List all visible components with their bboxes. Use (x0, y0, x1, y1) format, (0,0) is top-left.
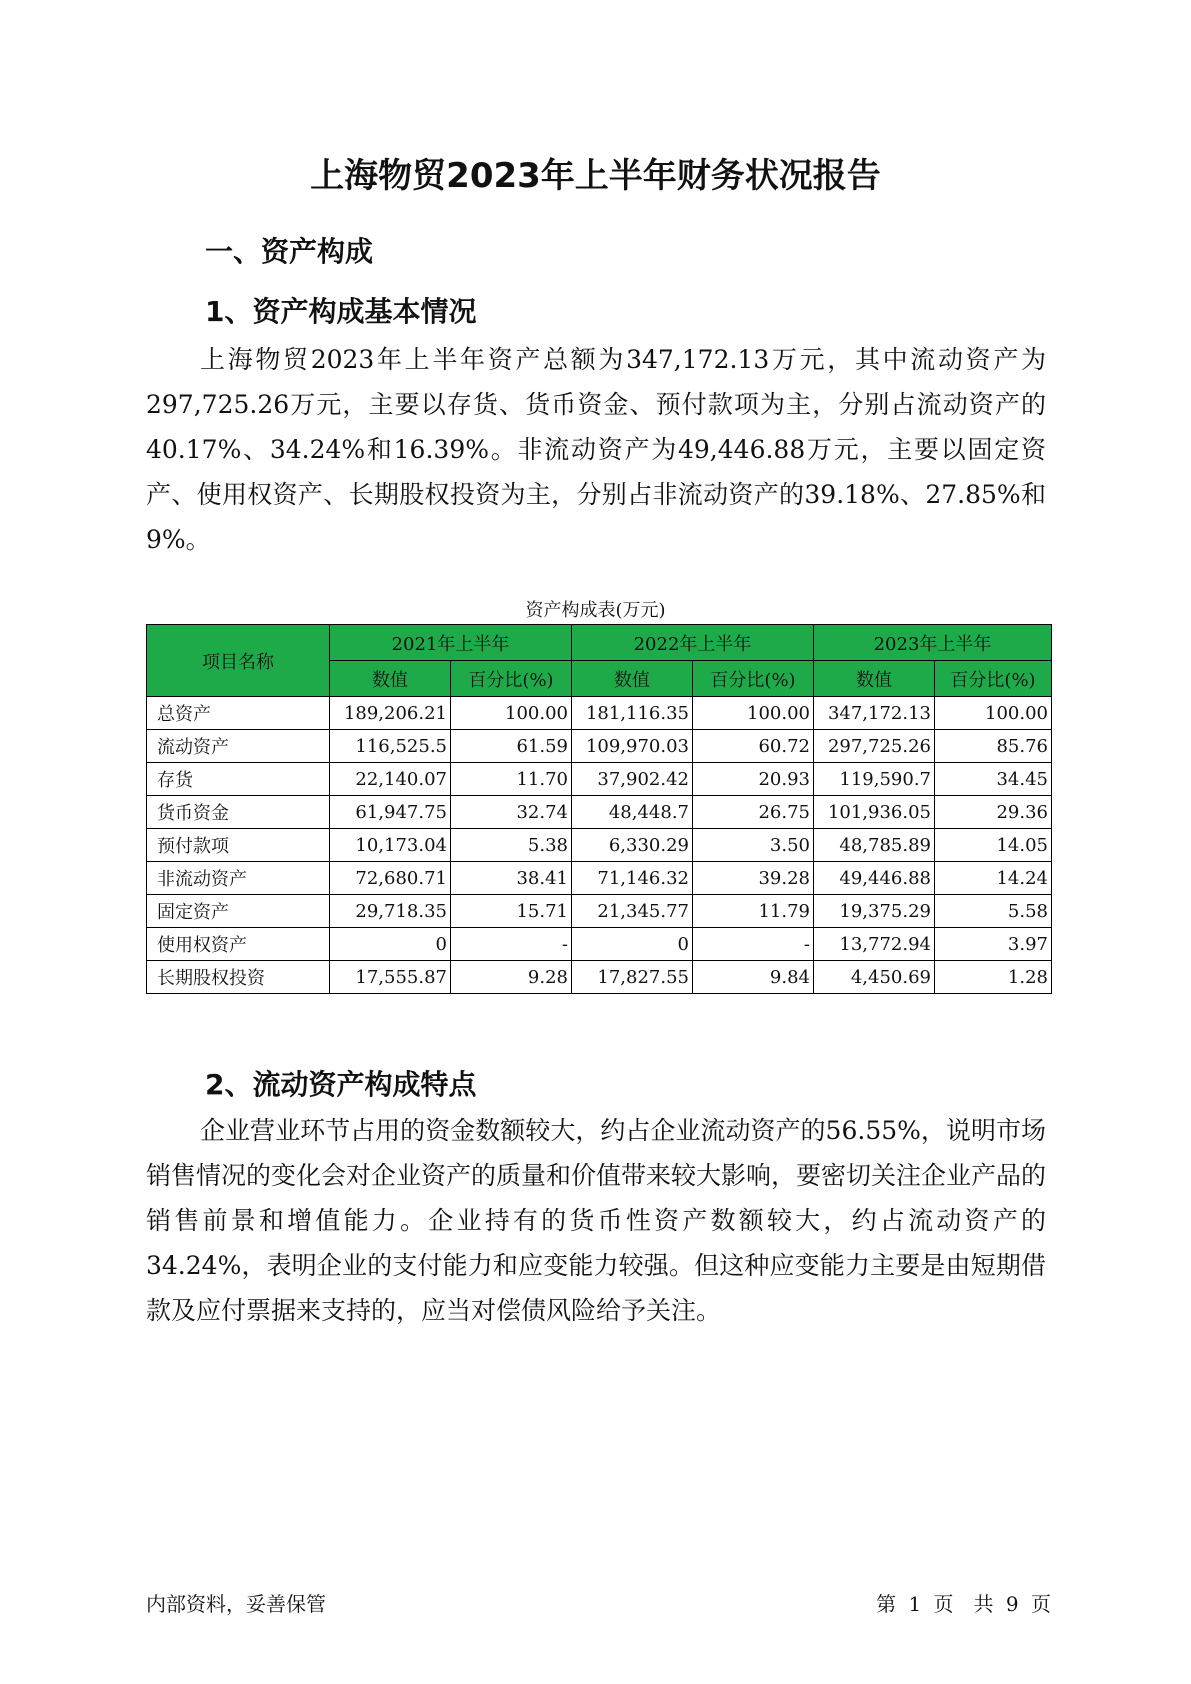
cell-value: 48,785.89 (814, 829, 935, 862)
cell-value: 49,446.88 (814, 862, 935, 895)
cell-value: 181,116.35 (572, 697, 693, 730)
cell-value: 109,970.03 (572, 730, 693, 763)
cell-percent: 61.59 (451, 730, 572, 763)
asset-composition-table (146, 624, 1052, 994)
cell-value: 4,450.69 (814, 961, 935, 994)
subsection-heading-basic: 1、资产构成基本情况 (205, 295, 477, 328)
row-label: 存货 (147, 763, 330, 796)
table-row (147, 829, 1052, 862)
cell-value: 37,902.42 (572, 763, 693, 796)
cell-percent: 34.45 (935, 763, 1052, 796)
row-label: 预付款项 (147, 829, 330, 862)
cell-value: 17,827.55 (572, 961, 693, 994)
cell-value: 29,718.35 (330, 895, 451, 928)
cell-percent: 9.84 (693, 961, 814, 994)
table-body (147, 697, 1052, 994)
cell-percent: 39.28 (693, 862, 814, 895)
row-label: 总资产 (147, 697, 330, 730)
cell-percent: 32.74 (451, 796, 572, 829)
cell-value: 71,146.32 (572, 862, 693, 895)
table-row (147, 895, 1052, 928)
row-label: 长期股权投资 (147, 961, 330, 994)
cell-percent: 14.05 (935, 829, 1052, 862)
row-label: 固定资产 (147, 895, 330, 928)
row-label: 使用权资产 (147, 928, 330, 961)
cell-value: 116,525.5 (330, 730, 451, 763)
cell-value: 10,173.04 (330, 829, 451, 862)
cell-value: 48,448.7 (572, 796, 693, 829)
table-caption: 资产构成表(万元) (525, 600, 666, 621)
table-row (147, 763, 1052, 796)
footer-confidential-note: 内部资料，妥善保管 (146, 1592, 326, 1616)
cell-percent: 9.28 (451, 961, 572, 994)
row-label: 非流动资产 (147, 862, 330, 895)
section-heading-assets: 一、资产构成 (205, 235, 374, 268)
cell-percent: 11.70 (451, 763, 572, 796)
cell-percent: - (693, 928, 814, 961)
cell-percent: 15.71 (451, 895, 572, 928)
cell-value: 6,330.29 (572, 829, 693, 862)
cell-value: 13,772.94 (814, 928, 935, 961)
cell-percent: 5.38 (451, 829, 572, 862)
cell-value: 61,947.75 (330, 796, 451, 829)
cell-percent: 26.75 (693, 796, 814, 829)
cell-value: 19,375.29 (814, 895, 935, 928)
cell-percent: 60.72 (693, 730, 814, 763)
header-percent: 百分比(%) (451, 661, 572, 697)
table-row (147, 730, 1052, 763)
cell-value: 0 (330, 928, 451, 961)
cell-percent: 14.24 (935, 862, 1052, 895)
cell-value: 297,725.26 (814, 730, 935, 763)
cell-value: 189,206.21 (330, 697, 451, 730)
cell-percent: 3.97 (935, 928, 1052, 961)
cell-value: 101,936.05 (814, 796, 935, 829)
row-label: 流动资产 (147, 730, 330, 763)
cell-percent: 85.76 (935, 730, 1052, 763)
header-value: 数值 (330, 661, 451, 697)
cell-percent: 38.41 (451, 862, 572, 895)
table-row (147, 862, 1052, 895)
subsection-heading-current-assets: 2、流动资产构成特点 (205, 1068, 477, 1101)
header-percent: 百分比(%) (935, 661, 1052, 697)
cell-value: 119,590.7 (814, 763, 935, 796)
cell-value: 0 (572, 928, 693, 961)
table-row (147, 928, 1052, 961)
table-row (147, 961, 1052, 994)
cell-value: 22,140.07 (330, 763, 451, 796)
page-title: 上海物贸2023年上半年财务状况报告 (310, 156, 881, 196)
cell-percent: 100.00 (693, 697, 814, 730)
cell-percent: 100.00 (935, 697, 1052, 730)
cell-value: 21,345.77 (572, 895, 693, 928)
row-label: 货币资金 (147, 796, 330, 829)
paragraph-current-assets: 企业营业环节占用的资金数额较大，约占企业流动资产的56.55%，说明市场销售情况的变化会对企业资产的质量和价值带来较大影响，要密切关注企业产品的销售前景和增值能力。企业持有的货币性资产数额较大，约占流动资产的34.24%，表明企业的支付能力和应变能力较强。但这种应变能力主要是由短期借款及应付票据来支持的，应当对偿债风险给予关注。 (146, 1116, 1047, 1325)
header-value: 数值 (572, 661, 693, 697)
footer-page-number: 第 1 页 共 9 页 (876, 1592, 1051, 1616)
header-percent: 百分比(%) (693, 661, 814, 697)
cell-percent: 3.50 (693, 829, 814, 862)
paragraph-basic: 上海物贸2023年上半年资产总额为347,172.13万元，其中流动资产为297,725.26万元，主要以存货、货币资金、预付款项为主，分别占流动资产的40.17%、34.24%和16.39%。非流动资产为49,446.88万元，主要以固定资产、使用权资产、长期股权投资为主，分别占非流动资产的39.18%、27.85%和9%。 (146, 345, 1046, 554)
cell-percent: 29.36 (935, 796, 1052, 829)
header-value: 数值 (814, 661, 935, 697)
cell-value: 72,680.71 (330, 862, 451, 895)
cell-value: 17,555.87 (330, 961, 451, 994)
cell-percent: 11.79 (693, 895, 814, 928)
cell-percent: 5.58 (935, 895, 1052, 928)
cell-percent: - (451, 928, 572, 961)
header-period-2021: 2021年上半年 (330, 625, 572, 661)
table-row (147, 796, 1052, 829)
cell-value: 347,172.13 (814, 697, 935, 730)
table-row (147, 697, 1052, 730)
header-period-2023: 2023年上半年 (814, 625, 1052, 661)
cell-percent: 100.00 (451, 697, 572, 730)
cell-percent: 1.28 (935, 961, 1052, 994)
header-period-2022: 2022年上半年 (572, 625, 814, 661)
header-item-name: 项目名称 (147, 625, 330, 697)
cell-percent: 20.93 (693, 763, 814, 796)
